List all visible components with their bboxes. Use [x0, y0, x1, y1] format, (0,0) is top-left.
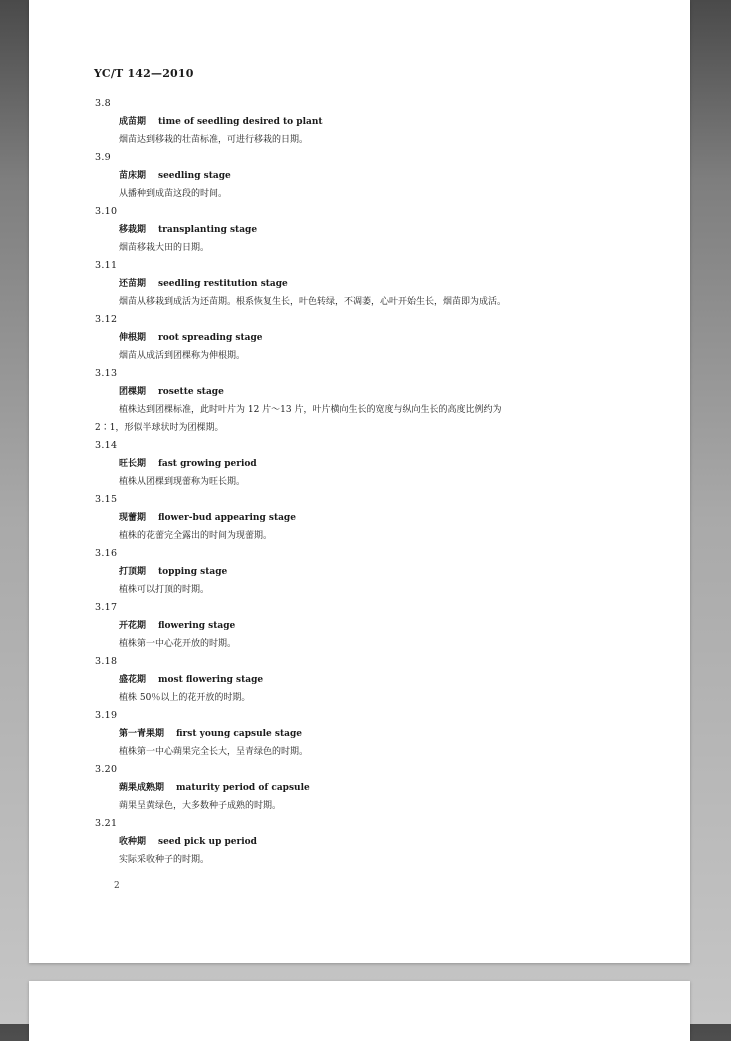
- term-entry-3-20: [95, 761, 655, 815]
- term-chinese: 还苗期: [119, 279, 147, 289]
- term-entry-3-8: [95, 95, 655, 149]
- term-number: 3.8: [95, 98, 112, 109]
- term-definition: 植株从团棵到现蕾称为旺长期。: [119, 477, 246, 487]
- term-chinese: 成苗期: [119, 117, 147, 127]
- term-definition: 烟苗从成活到团棵称为伸根期。: [119, 351, 246, 361]
- term-number: 3.21: [95, 818, 118, 829]
- term-chinese: 打顶期: [119, 567, 147, 577]
- term-english: seedling restitution stage: [158, 279, 288, 289]
- term-entry-3-12: [95, 311, 655, 365]
- term-chinese: 移栽期: [119, 225, 147, 235]
- page-number: 2: [114, 881, 120, 891]
- term-number: 3.19: [95, 710, 118, 721]
- term-definition: 实际采收种子的时期。: [119, 855, 210, 865]
- term-number: 3.9: [95, 152, 112, 163]
- term-definition: 植株第一中心花开放的时期。: [119, 639, 237, 649]
- term-chinese: 收种期: [119, 837, 147, 847]
- term-chinese: 苗床期: [119, 171, 147, 181]
- term-definition-continued: 2∶1，形似半球状时为团棵期。: [95, 423, 224, 433]
- term-entry-3-21: [95, 815, 655, 869]
- term-entry-3-16: [95, 545, 655, 599]
- term-definition: 植株的花蕾完全露出的时间为现蕾期。: [119, 531, 273, 541]
- term-chinese: 现蕾期: [119, 513, 147, 523]
- term-chinese: 伸根期: [119, 333, 147, 343]
- term-definition: 从播种到成苗这段的时间。: [119, 189, 228, 199]
- term-entry-3-9: [95, 149, 655, 203]
- term-number: 3.10: [95, 206, 118, 217]
- term-english: first young capsule stage: [176, 729, 302, 739]
- term-english: root spreading stage: [158, 333, 263, 343]
- term-entry-3-13: [95, 365, 655, 437]
- term-chinese: 第一青果期: [119, 729, 165, 739]
- term-chinese: 盛花期: [119, 675, 147, 685]
- term-english: maturity period of capsule: [176, 783, 310, 793]
- term-number: 3.18: [95, 656, 118, 667]
- term-chinese: 开花期: [119, 621, 147, 631]
- term-english: seedling stage: [158, 171, 231, 181]
- term-english: most flowering stage: [158, 675, 264, 685]
- term-definition: 烟苗从移栽到成活为还苗期。根系恢复生长，叶色转绿，不凋萎，心叶开始生长，烟苗即为成活。: [119, 297, 507, 307]
- term-definition: 植株可以打顶的时期。: [119, 585, 210, 595]
- term-number: 3.15: [95, 494, 118, 505]
- term-definition: 蒴果呈黄绿色，大多数种子成熟的时期。: [119, 801, 282, 811]
- term-number: 3.14: [95, 440, 118, 451]
- term-number: 3.20: [95, 764, 118, 775]
- term-entry-3-17: [95, 599, 655, 653]
- standard-header: YC/T 142—2010: [94, 67, 194, 80]
- document-page: [29, 0, 690, 963]
- term-definition: 植株第一中心蒴果完全长大，呈青绿色的时期。: [119, 747, 309, 757]
- term-entry-3-15: [95, 491, 655, 545]
- term-number: 3.17: [95, 602, 118, 613]
- term-english: flower-bud appearing stage: [158, 513, 296, 523]
- term-entry-3-14: [95, 437, 655, 491]
- term-english: fast growing period: [158, 459, 257, 469]
- term-entry-3-11: [95, 257, 655, 311]
- term-number: 3.16: [95, 548, 118, 559]
- term-english: rosette stage: [158, 387, 224, 397]
- term-chinese: 团棵期: [119, 387, 147, 397]
- term-definition: 烟苗移栽大田的日期。: [119, 243, 210, 253]
- term-number: 3.12: [95, 314, 118, 325]
- term-number: 3.11: [95, 260, 118, 271]
- term-definition: 植株 50％以上的花开放的时期。: [119, 693, 251, 703]
- term-entry-3-10: [95, 203, 655, 257]
- term-list: [95, 95, 655, 869]
- term-definition: 烟苗达到移栽的壮苗标准，可进行移栽的日期。: [119, 135, 309, 145]
- term-definition: 植株达到团棵标准，此时叶片为 12 片～13 片，叶片横向生长的宽度与纵向生长的高度比例约为: [119, 405, 502, 415]
- term-entry-3-19: [95, 707, 655, 761]
- term-chinese: 旺长期: [119, 459, 147, 469]
- term-english: transplanting stage: [158, 225, 258, 235]
- term-english: time of seedling desired to plant: [158, 117, 323, 127]
- term-chinese: 蒴果成熟期: [119, 783, 165, 793]
- term-entry-3-18: [95, 653, 655, 707]
- term-english: topping stage: [158, 567, 228, 577]
- term-english: flowering stage: [158, 621, 236, 631]
- next-document-page: [29, 981, 690, 1041]
- term-number: 3.13: [95, 368, 118, 379]
- term-english: seed pick up period: [158, 837, 257, 847]
